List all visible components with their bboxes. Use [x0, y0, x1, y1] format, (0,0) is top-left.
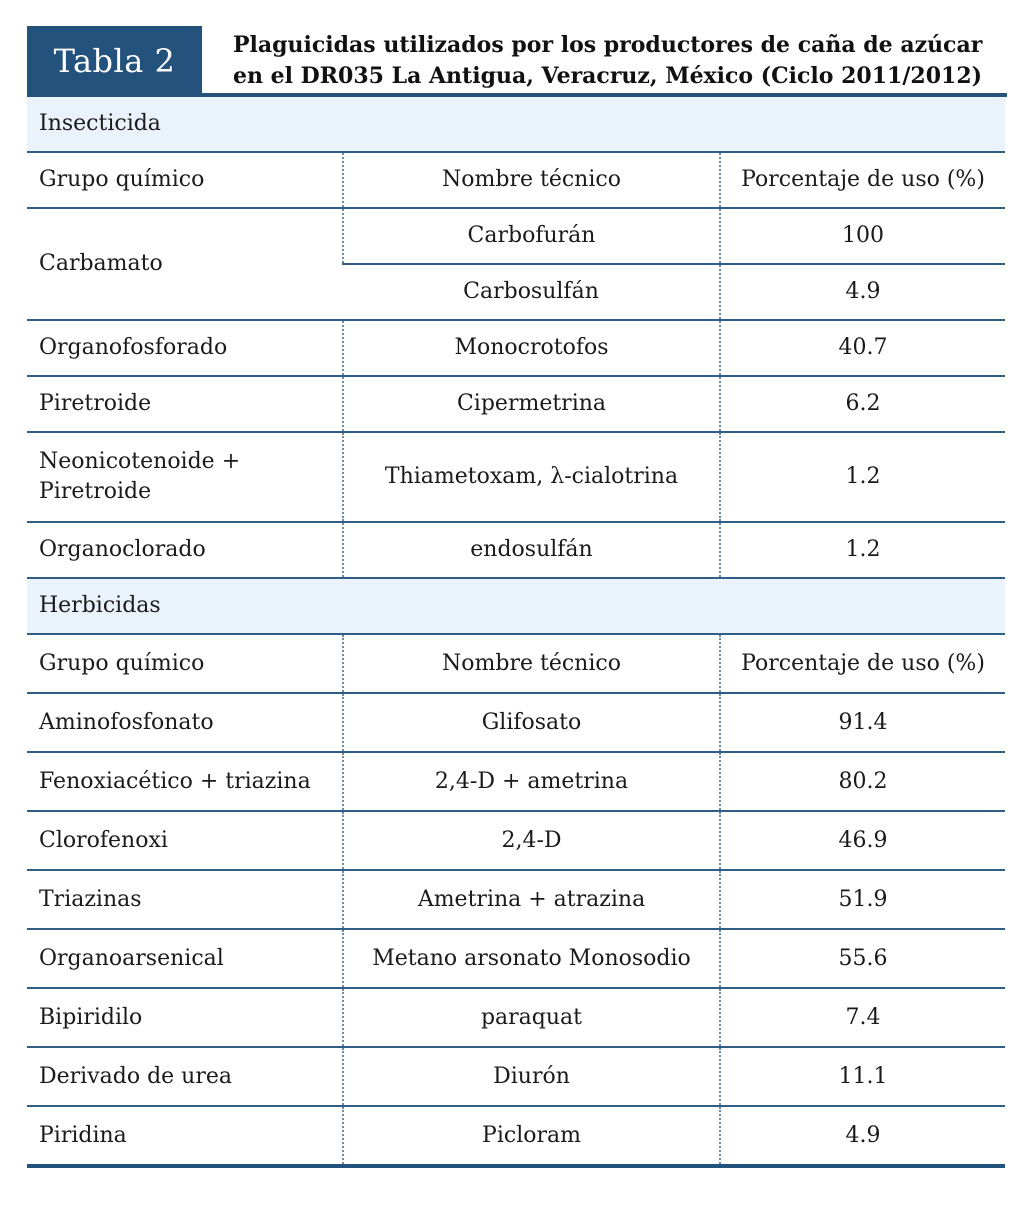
cell-nombre: Metano arsonato Monosodio — [343, 929, 720, 988]
cell-nombre: Picloram — [343, 1106, 720, 1166]
pesticides-table — [27, 97, 1005, 1168]
column-header-grupo: Grupo químico — [27, 152, 343, 208]
cell-porcentaje: 51.9 — [720, 870, 1005, 929]
caption-line-2: en el DR035 La Antigua, Veracruz, México (Ciclo 2011/2012) — [233, 63, 983, 89]
table-row — [27, 752, 1005, 811]
cell-grupo: Derivado de urea — [27, 1047, 343, 1106]
section-row-insecticida — [27, 97, 1005, 152]
column-header-row — [27, 152, 1005, 208]
cell-grupo: Piridina — [27, 1106, 343, 1166]
column-header-grupo: Grupo químico — [27, 634, 343, 693]
cell-grupo: Triazinas — [27, 870, 343, 929]
cell-nombre: Diurón — [343, 1047, 720, 1106]
cell-porcentaje: 6.2 — [720, 376, 1005, 432]
cell-nombre: Thiametoxam, λ-cialotrina — [343, 432, 720, 522]
cell-porcentaje: 1.2 — [720, 522, 1005, 578]
cell-porcentaje: 46.9 — [720, 811, 1005, 870]
cell-porcentaje: 100 — [720, 208, 1005, 264]
table-row — [27, 1047, 1005, 1106]
cell-porcentaje: 11.1 — [720, 1047, 1005, 1106]
cell-porcentaje: 4.9 — [720, 264, 1005, 320]
table-header — [27, 26, 1007, 96]
column-header-nombre: Nombre técnico — [343, 634, 720, 693]
table-row — [27, 432, 1005, 522]
cell-grupo-line-2: Piretroide — [39, 479, 152, 504]
cell-grupo: Organofosforado — [27, 320, 343, 376]
cell-nombre: Monocrotofos — [343, 320, 720, 376]
table-row — [27, 208, 1005, 264]
cell-porcentaje: 55.6 — [720, 929, 1005, 988]
table-row — [27, 693, 1005, 752]
column-header-row — [27, 634, 1005, 693]
table-row — [27, 376, 1005, 432]
cell-porcentaje: 4.9 — [720, 1106, 1005, 1166]
caption-line-1: Plaguicidas utilizados por los productores de caña de azúcar — [233, 32, 983, 58]
cell-grupo: Organoarsenical — [27, 929, 343, 988]
cell-nombre: Carbofurán — [343, 208, 720, 264]
table-row — [27, 320, 1005, 376]
cell-nombre: 2,4-D + ametrina — [343, 752, 720, 811]
cell-porcentaje: 1.2 — [720, 432, 1005, 522]
table-row — [27, 1106, 1005, 1166]
column-header-porcentaje: Porcentaje de uso (%) — [720, 634, 1005, 693]
section-label: Herbicidas — [27, 578, 1005, 634]
cell-nombre: Carbosulfán — [343, 264, 720, 320]
cell-porcentaje: 80.2 — [720, 752, 1005, 811]
table-row — [27, 988, 1005, 1047]
cell-porcentaje: 7.4 — [720, 988, 1005, 1047]
section-label: Insecticida — [27, 97, 1005, 152]
cell-grupo-line-1: Neonicotenoide + — [39, 449, 241, 474]
column-header-nombre: Nombre técnico — [343, 152, 720, 208]
cell-grupo: Carbamato — [27, 208, 343, 320]
column-header-porcentaje: Porcentaje de uso (%) — [720, 152, 1005, 208]
table-row — [27, 870, 1005, 929]
cell-grupo: Clorofenoxi — [27, 811, 343, 870]
cell-nombre: Ametrina + atrazina — [343, 870, 720, 929]
table-caption — [233, 30, 1013, 92]
cell-porcentaje: 40.7 — [720, 320, 1005, 376]
cell-grupo — [27, 432, 343, 522]
cell-grupo: Bipiridilo — [27, 988, 343, 1047]
cell-grupo: Aminofosfonato — [27, 693, 343, 752]
cell-nombre: endosulfán — [343, 522, 720, 578]
cell-porcentaje: 91.4 — [720, 693, 1005, 752]
cell-nombre: paraquat — [343, 988, 720, 1047]
cell-nombre: Glifosato — [343, 693, 720, 752]
table-row — [27, 811, 1005, 870]
cell-grupo: Fenoxiacético + triazina — [27, 752, 343, 811]
table-number-badge: Tabla 2 — [27, 26, 202, 96]
cell-grupo: Piretroide — [27, 376, 343, 432]
section-row-herbicidas — [27, 578, 1005, 634]
table-row — [27, 522, 1005, 578]
cell-grupo: Organoclorado — [27, 522, 343, 578]
cell-nombre: 2,4-D — [343, 811, 720, 870]
table-row — [27, 929, 1005, 988]
cell-nombre: Cipermetrina — [343, 376, 720, 432]
